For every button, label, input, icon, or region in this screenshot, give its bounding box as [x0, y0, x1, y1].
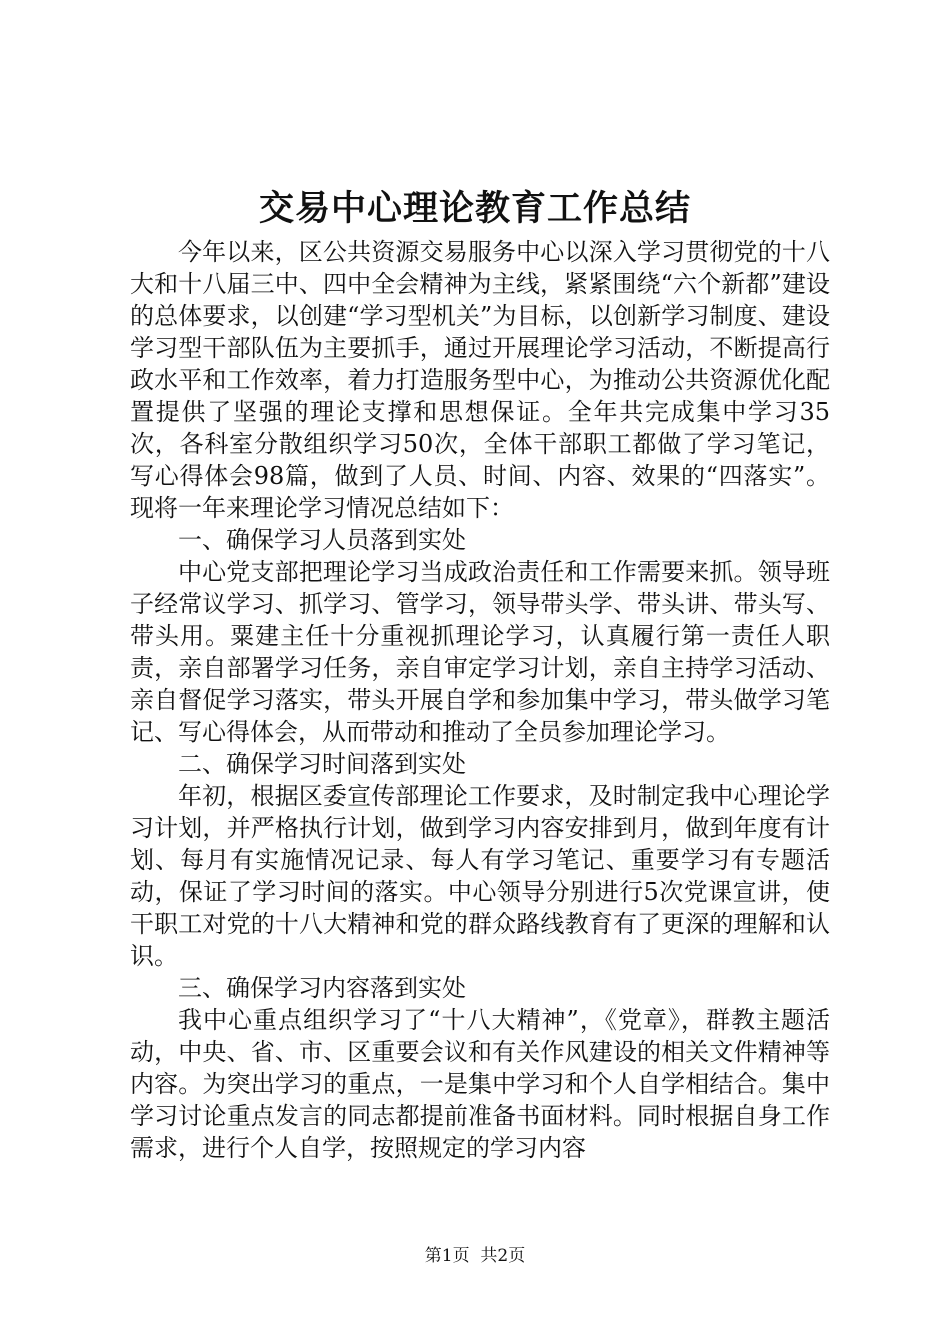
section-heading-2: 二、确保学习时间落到实处 — [178, 750, 466, 778]
document-title: 交易中心理论教育工作总结 — [258, 189, 691, 229]
section-paragraph-2: 年初，根据区委宣传部理论工作要求，及时制定我中心理论学习计划，并严格执行计划，做到学习内容安排到月，做到年度有计划、每月有实施情况记录、每人有学习笔记、重要学习有专题活动，保证了学习时间的落实。中心领导分别进行5次党课宣讲，使干职工对党的十八大精神和党的群众路线教育有了更深的理解和认识。 — [130, 782, 830, 970]
section-paragraph-3: 我中心重点组织学习了“十八大精神”，《党章》，群教主题活动，中央、省、市、区重要会议和有关作风建设的相关文件精神等内容。为突出学习的重点，一是集中学习和个人自学相结合。集中学习讨论重点发言的同志都提前准备书面材料。同时根据自身工作需求，进行个人自学，按照规定的学习内容 — [130, 1006, 830, 1162]
intro-paragraph: 今年以来，区公共资源交易服务中心以深入学习贯彻党的十八大和十八届三中、四中全会精神为主线，紧紧围绕“六个新都”建设的总体要求，以创建“学习型机关”为目标，以创新学习制度、建设学习型干部队伍为主要抓手，通过开展理论学习活动，不断提高行政水平和工作效率，着力打造服务型中心，为推动公共资源优化配置提供了坚强的理论支撑和思想保证。全年共完成集中学习35次，各科室分散组织学习50次，全体干部职工都做了学习笔记，写心得体会98篇，做到了人员、时间、内容、效果的“四落实”。现将一年来理论学习情况总结如下： — [130, 238, 830, 522]
page-number-footer: 第1页 共2页 — [424, 1246, 526, 1266]
document-body — [130, 236, 830, 1164]
section-heading-3: 三、确保学习内容落到实处 — [178, 974, 466, 1002]
section-heading-1: 一、确保学习人员落到实处 — [178, 526, 466, 554]
section-paragraph-1: 中心党支部把理论学习当成政治责任和工作需要来抓。领导班子经常议学习、抓学习、管学习，领导带头学、带头讲、带头写、带头用。粟建主任十分重视抓理论学习，认真履行第一责任人职责，亲自部署学习任务，亲自审定学习计划，亲自主持学习活动、亲自督促学习落实，带头开展自学和参加集中学习，带头做学习笔记、写心得体会，从而带动和推动了全员参加理论学习。 — [130, 558, 830, 746]
